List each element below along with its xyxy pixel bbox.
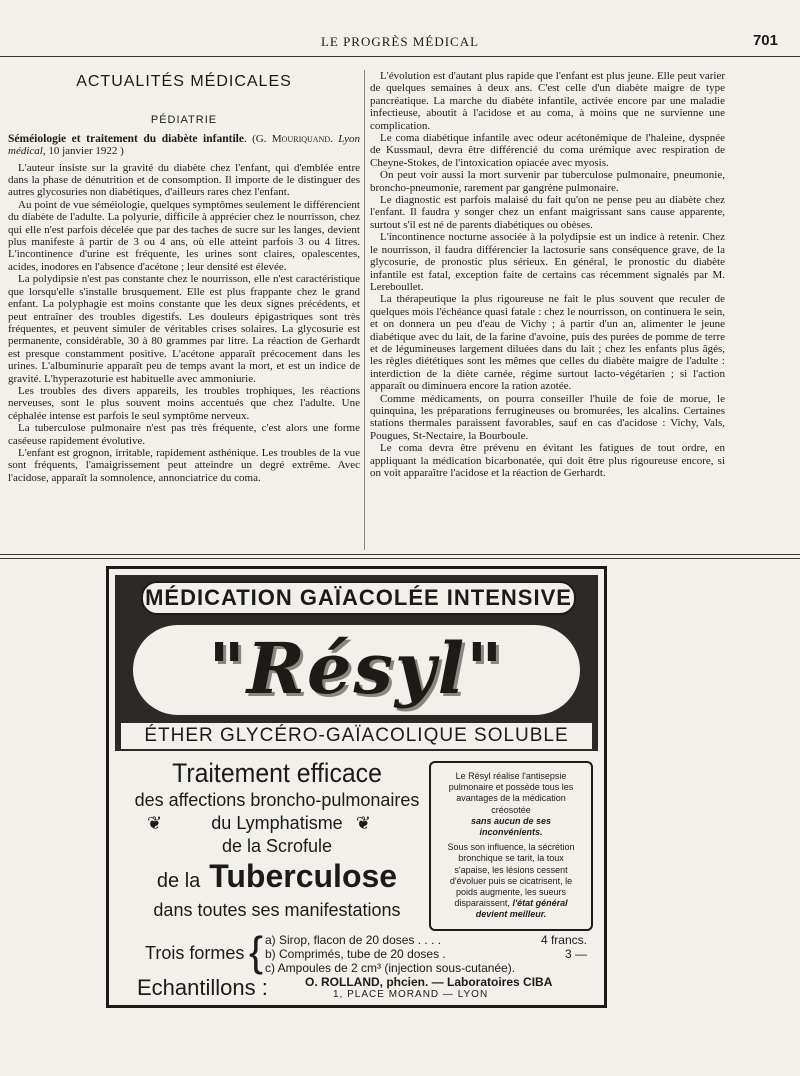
ad-box-text2: Sous son influence, la sécrétion bronchique se tarit, la toux s'apaise, les lésions cessent d'évoluer puis se cicatrisent, le poids augmente, les sueurs disparaissent, (447, 842, 575, 909)
brace-icon: { (249, 928, 264, 975)
article-paragraph: L'enfant est grognon, irritable, rapidement asthénique. Les troubles de la vue sont fréquents, l'amaigrissement peut atteindre un degré extrême. Avec l'acidose, apparaît la somnolence, annonciatrice du coma. (8, 446, 360, 484)
article-paragraph: L'auteur insiste sur la gravité du diabète chez l'enfant, qui d'emblée entre dans la phase de dénutrition et de consomption. Il importe de le distinguer des autres glycosuries non diabétiques, d'ailleurs rares chez l'enfant. (8, 161, 360, 199)
right-column (370, 70, 725, 552)
ad-claim-line1: des affections broncho-pulmonaires (134, 790, 420, 810)
ad-big-claim (127, 858, 427, 899)
samples-laboratory: O. ROLLAND, phcien. — Laboratoires CIBA (305, 975, 553, 989)
ad-brand-band (133, 625, 580, 715)
samples-address: 1, PLACE MORAND — LYON (333, 989, 489, 1000)
samples-label: Echantillons : (137, 975, 268, 1000)
article-date: 10 janvier 1922 ) (48, 145, 124, 158)
article-paragraph: La tuberculose pulmonaire n'est pas très fréquente, c'est alors une forme caséeuse rapidement évolutive. (8, 422, 360, 447)
ad-claim-line2: ❦ du Lymphatisme ❦ (147, 813, 371, 833)
ornament-icon: ❦ (355, 813, 371, 833)
article-paragraph: L'incontinence nocturne associée à la polydipsie est un indice à retenir. Chez le nourrisson, il faudra différencier la lactosurie sans conséquence grave, de la glycosurie, de pronostic plus sérieux. En général, le pronostic du diabète infantile est fatal, exception faite de certains cas récemment signalés par M. Lereboullet. (370, 231, 725, 293)
ad-big-pre: de la (156, 870, 201, 892)
article-paragraph: L'évolution est d'autant plus rapide que l'enfant est plus jeune. Elle peut varier de quelques semaines à deux ans. C'est celle d'un diabète maigre de type pancréatique. La marche du diabète infantile, activée encore par une maladie infectieuse, aboutit à l'acidose et au coma, à moins que ne survienne une complication. (370, 70, 725, 132)
article-paragraph: Au point de vue séméiologie, quelques symptômes seulement le différencient du diabète de l'adulte. La polyurie, difficile à apprécier chez le nourrisson, chez qui elle n'est parfois décelée que par des taches de sucre sur les langes, devient plus manifeste à partir de 3 ou 4 ans, où elle atteint parfois 3 ou 4 litres. L'incontinence d'urine est fréquente, les urines sont claires, opalescentes, acides, inodores en l'absence d'acétone ; leur densité est élevée. (8, 198, 360, 273)
article-author: (G. Mouriquand. (252, 132, 333, 145)
ad-product-subline: ÉTHER GLYCÉRO-GAÏACOLIQUE SOLUBLE (121, 723, 592, 749)
article-paragraph: Le coma devra être prévenu en évitant les fatigues de tout ordre, en appliquant la médication bicarbonatée, qui doit être plus rigoureuse encore, si on voit apparaître l'acidose et la réaction de Gerhardt. (370, 442, 725, 479)
article-paragraph: Les troubles des divers appareils, les troubles trophiques, les réactions nerveuses, sont le plus souvent moins accentués que chez l'adulte. Une céphalée intense est parfois le seul symptôme nerveux. (8, 384, 360, 422)
ad-info-box (429, 761, 593, 931)
article-paragraph: Le diagnostic est parfois malaisé du fait qu'on ne pense peu au diabète chez l'enfant. Il faudra y songer chez un enfant maigrissant sans cause apparente, surtout s'il est né de parents diabétiques ou obèses. (370, 194, 725, 231)
ad-box-text1: Le Résyl réalise l'antisepsie pulmonaire et possède tous les avantages de la médication créosotée (448, 771, 574, 815)
article-source: Lyon médical (8, 132, 360, 158)
form-row: c) Ampoules de 2 cm³ (injection sous-cutanée). (265, 961, 516, 975)
section-heading: ACTUALITÉS MÉDICALES (76, 73, 292, 90)
ad-box-emphasis1: sans aucun de ses inconvénients. (470, 815, 552, 838)
article-title: Séméiologie et traitement du diabète infantile (8, 132, 244, 145)
article-paragraph: Le coma diabétique infantile avec odeur acétonémique de l'haleine, dyspnée de Kussmaul, devra être différencié du coma urémique avec respiration de Cheyne-Stokes, de l'intoxication opiacée avec myosis. (370, 132, 725, 169)
ad-samples (123, 975, 593, 1001)
article-reference: Séméiologie et traitement du diabète infantile. (G. Mouriquand. Lyon médical, 10 janvier 1922 ) (8, 132, 360, 158)
running-head (0, 34, 800, 52)
article-paragraph: La polydipsie n'est pas constante chez le nourrisson, elle n'est caractéristique que lorsqu'elle s'installe brusquement. Elle est plus frappante chez le grand enfant. La polyphagie est moins constante que les deux signes précédents, et peut entraîner des troubles digestifs. Les douleurs épigastriques sont très fréquentes, et peuvent simuler de véritables crises solaires. La glycosurie est permanente, considérable, 30 à 80 grammes par litre. La réaction de Gerhardt est presque constamment positive. L'acétone apparaît précocement dans les urines. L'albuminurie apparaît peu de temps avant la mort, et est un indice de gravité. L'hyperazoturie est habituelle avec ammoniurie. (8, 273, 360, 385)
article-paragraph: On peut voir aussi la mort survenir par tuberculose pulmonaire, pneumonie, broncho-pneumonie, rarement par gangrène pulmonaire. (370, 169, 725, 194)
page-number: 701 (752, 32, 778, 49)
ad-brand-panel (115, 575, 598, 751)
running-title: LE PROGRÈS MÉDICAL (320, 34, 480, 49)
left-column (8, 70, 360, 552)
left-paragraphs (8, 162, 360, 485)
ad-headline: Traitement efficace (172, 758, 382, 788)
subsection-heading: PÉDIATRIE (150, 114, 218, 127)
ad-claim-line3: de la Scrofule (221, 836, 333, 856)
right-paragraphs (370, 70, 725, 479)
article-end-rule-double (0, 558, 800, 559)
form-row: a) Sirop, flacon de 20 doses . . . . 4 francs. (265, 933, 587, 947)
header-rule (0, 56, 800, 57)
forms-label: Trois formes (145, 943, 245, 963)
article-paragraph: Comme médicaments, on pourra conseiller l'huile de foie de morue, le quinquina, les préparations ferrugineuses ou bromurées, les alcalins. Certaines stations thermales paraissent favorables, sauf en cas d'acidose : Vichy, Vals, Pougues, St-Nectaire, la Bourboule. (370, 392, 725, 442)
ad-banner: MÉDICATION GAÏACOLÉE INTENSIVE (141, 581, 576, 615)
ad-claim-line4: dans toutes ses manifestations (153, 900, 401, 920)
ad-box-emphasis2: l'état général devient meilleur. (475, 898, 568, 920)
article-end-rule (0, 554, 800, 555)
resyl-advertisement (106, 566, 607, 1008)
ad-brand-logo: "Résyl" (208, 627, 505, 710)
form-row: b) Comprimés, tube de 20 doses . 3 — (265, 947, 587, 961)
ad-claims (127, 755, 427, 922)
ornament-icon: ❦ (147, 813, 163, 833)
ad-big-word: Tuberculose (209, 858, 398, 894)
article-paragraph: La thérapeutique la plus rigoureuse ne fait le plus souvent que reculer de quelques mois l'échéance quasi fatale : chez le nourrisson, on continuera le sein, et on donnera un peu d'eau de Vichy ; à partir d'un an, alimenter le jeune diabétique avec du lait, de la farine d'avoine, puis des purées de pomme de terre et de légumineuses largement diluées dans du lait ; chez les enfants plus âgés, les règles diététiques sont les mêmes que celles du diabète maigre de l'adulte : interdiction de la diète carnée, régime surtout lacto-végétarien ; si l'action apparaît ou diminuera encore la ration azotée. (370, 293, 725, 393)
column-divider (364, 70, 365, 550)
forms-list (265, 933, 587, 975)
